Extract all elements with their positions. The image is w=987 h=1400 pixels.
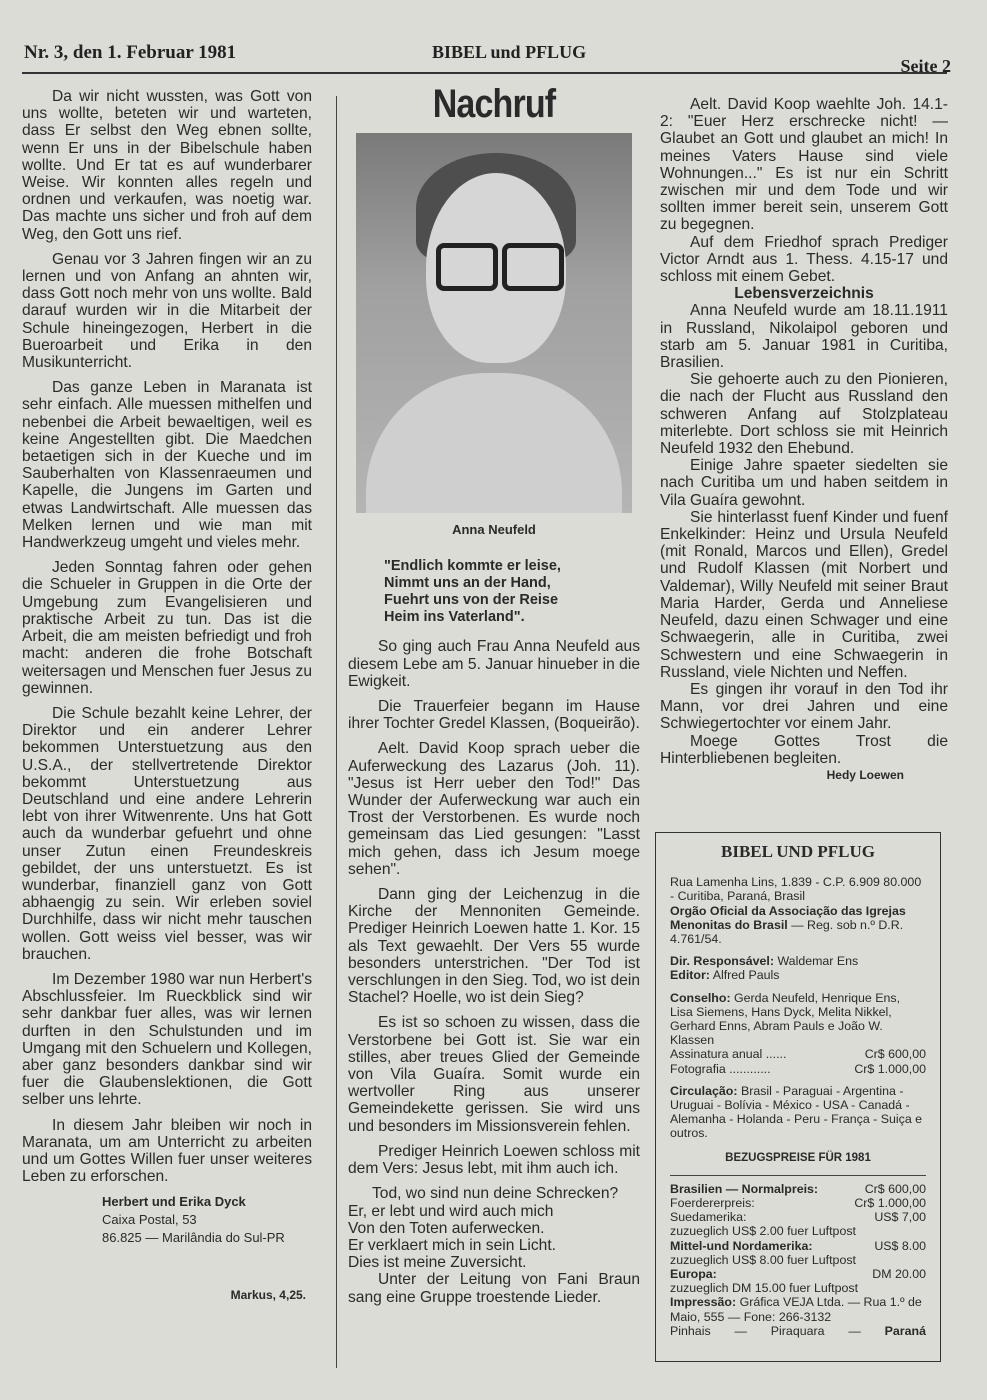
paragraph: In diesem Jahr bleiben wir noch in Maranata, um am Unterricht zu arbeiten und um Gottes Willen fuer unser weiteres Leben zu erforschen. [22,1116,312,1186]
column-3 [660,96,948,784]
signature-block [102,1193,312,1247]
price-row [670,1182,926,1196]
price-label: zuzueglich US$ 8.00 fuer Luftpost [670,1252,856,1267]
price-label: Suedamerika: [670,1210,747,1225]
paragraph: Im Dezember 1980 war nun Herbert's Abschlussfeier. Im Rueckblick sind wir sehr dankbar fuer alles, was wir lernen durften in den Schulstunden und im Umgang mit den Schuelern und Kollegen, aber ganz besonders dankbar sind wir fuer die Glaubenslektionen, die Gott selber uns lehrte. [22,970,312,1109]
paragraph: Sie hinterlasst fuenf Kinder und fuenf Enkelkinder: Heinz und Ursula Neufeld (mit Ronald, Marcos und Ellen), Gredel und Rudolf Klassen (mit Norbert und Valdemar), Willy Neufeld mit seiner Braut Maria Harder, Gerda und Anneliese Neufeld, dazu einen Schwager und eine Schwaegerin, alle in Curitiba, zwei Schwestern und eine Schwaegerin in Russland, viele Nichten und Neffen. [660,508,948,681]
price-value: DM 20.00 [872,1267,926,1282]
price-row [670,1267,926,1281]
page-number: Seite 2 [900,56,951,76]
paragraph: Dann ging der Leichenzug in die Kirche der Mennoniten Gemeinde. Prediger Heinrich Loewen hatte 1. Kor. 15 als Text gewaehlt. Der Vers 55 wurde besonders unterstrichen. "Der Tod ist verschlungen in den Sieg. Tod, wo ist dein Stachel? Hoelle, wo ist dein Sieg? [348,886,640,1007]
paragraph: Die Schule bezahlt keine Lehrer, der Direktor und ein anderer Lehrer bekommen Unterstuetzung aus den U.S.A., der stellvertretende Direktor bekommt Unterstuetzung aus Deutschland und eine andere Lehrerin lebt von ihrer Witwenrente. Uns hat Gott auch da wunderbar gefuehrt und ohne unser Zutun einen Freundeskreis gebildet, der uns unterstuetzt. Es ist wunderbar, finanziell ganz von Gott abhaengig zu sein. Wir erleben soviel Durchhilfe, dass wir nicht mehr tauschen wollen. Gott weiss viel besser, was wir brauchen. [22,704,312,963]
price-row [670,1239,926,1253]
price-value: Cr$ 600,00 [864,1181,926,1196]
author-name: Hedy Loewen [826,767,904,782]
obituary-title: Nachruf [432,82,556,126]
paragraph: Sie gehoerte auch zu den Pionieren, die nach der Flucht aus Russland den schweren Anfang auf Stolzplateau miterlebte. Dort schloss sie mit Heinrich Neufeld 1932 den Ehebund. [660,371,948,458]
paragraph: Moege Gottes Trost die Hinterbliebenen begleiten. [660,732,948,767]
poem [384,558,640,626]
paragraph: Die Trauerfeier begann im Hause ihrer Tochter Gredel Klassen, (Boqueirão). [348,698,640,733]
poem-line: Fuehrt uns von der Reise [384,592,559,609]
paragraph: Einige Jahre spaeter siedelten sie nach Curitiba um und haben seitdem in Vila Guaíra gewohnt. [660,457,948,509]
paragraph: Jeden Sonntag fahren oder gehen die Schueler in Gruppen in die Orte der Umgebung zum Evangelisieren und praktische Arbeit zu tun. Das ist die Arbeit, die am meisten befriedigt und froh macht: anderen die frohe Botschaft weitersagen und Menschen fuer Jesus zu gewinnen. [22,559,312,697]
paragraph: Es ist so schoen zu wissen, dass die Verstorbene bei Gott ist. Sie war ein stilles, aber treues Glied der Gemeinde von Vila Guaíra. Somit wurde ein wertvoller Ring aus unserer Gemeindekette gerissen. Sie wird uns und besonders im Missionsverein fehlen. [348,1014,640,1135]
price-row [670,1210,926,1224]
price-label: zuzueglich US$ 2.00 fuer Luftpost [670,1224,856,1239]
photo-price-row: Fotografia ............ Cr$ 1.000,00 [670,1061,926,1076]
price-label: Brasilien — Normalpreis: [670,1181,819,1196]
paragraph: Das ganze Leben in Maranata ist sehr einfach. Alle muessen mithelfen und nebenbei die Arbeit bewaeltigen, weil es keine Angestellten gibt. Die Maedchen betaetigen sich in der Kueche und im Sauberhalten von Klassenraeumen und Kapelle, die Jungens im Garten und etwas Landwirtschaft. Alle muessen das Melken lernen und wie man mit Handwerkzeug umgeht und vieles mehr. [22,379,312,552]
paragraph: Da wir nicht wussten, was Gott von uns wollte, beteten wir und warteten, dass Er selbst den Weg ebnen sollte, wenn Er uns in der Bibelschule haben wollte. Und Er tat es auf wunderbarer Weise. Wir konnten alles regeln und ordnen und verkaufen, was noetig war. Das machte uns sicher und froh auf dem Weg, den Gott uns rief. [22,88,312,243]
price-label: zuzueglich DM 15.00 fuer Luftpost [670,1281,859,1296]
verse-line: Dies ist meine Zuversicht. [348,1254,527,1272]
masthead-box [655,832,941,1362]
section-heading: Lebensverzeichnis [734,285,874,303]
price-value: US$ 7,00 [874,1210,926,1225]
paragraph: Unter der Leitung von Fani Braun sang eine Gruppe troestende Lieder. [348,1271,640,1306]
paragraph: Genau vor 3 Jahren fingen wir an zu lernen und von Anfang an ahnten wir, dass Gott noch mehr von uns wollte. Bald darauf wurden wir in die Mitarbeit der Schule hineingezogen, Herbert in die Bueroarbeit und Erika in den Musikunterricht. [22,250,312,372]
paragraph: Aelt. David Koop sprach ueber die Auferweckung des Lazarus (Joh. 11). "Jesus ist Herr ueber den Tod!" Das Wunder der Auferweckung war auch ein Trost der Verstorbenen. Es wurde noch gemeinsam das Lied gesungen: "Lasst mich gehen, dass ich Jesum moege sehen". [348,740,640,878]
price-row [670,1196,926,1210]
signature-city: 86.825 — Marilândia do Sul-PR [102,1230,285,1246]
publication-name: BIBEL und PFLUG [432,42,587,62]
masthead-title: BIBEL UND PFLUG [721,842,875,861]
masthead-council: Conselho: Gerda Neufeld, Henrique Ens, Lisa Siemens, Hans Dyck, Melita Nikkel, Gerhard Enns, Abram Pauls e João W. Klassen [670,990,901,1048]
paragraph: So ging auch Frau Anna Neufeld aus diesem Lebe am 5. Januar hinueber in die Ewigkeit. [348,638,640,690]
masthead-address: Rua Lamenha Lins, 1.839 - C.P. 6.909 80.000 - Curitiba, Paraná, Brasil Orgão Oficial da Associação das Igrejas Menonitas do Brasil — Reg. sob n.º D.R. 4.761/54. [670,875,922,947]
masthead-staff: Dir. Responsável: Waldemar Ens Editor: Alfred Pauls [670,954,859,983]
paragraph: Es gingen ihr vorauf in den Tod ihr Mann, vor drei Jahren und eine Schwiegertochter vor einem Jahr. [660,680,948,733]
circulation: Circulação: Brasil - Paraguai - Argentina - Uruguai - Bolívia - México - USA - Canadá - Alemanha - Holanda - Peru - França - Suiça e outros. [670,1083,923,1141]
column-divider [336,96,337,1368]
subscription-row: Assinatura anual ...... Cr$ 600,00 [670,1047,926,1062]
price-row [670,1224,926,1238]
poem-line: Nimmt uns an der Hand, [384,575,551,592]
poem-line: Heim ins Vaterland". [384,609,525,626]
portrait-photo [356,133,632,513]
price-label: Europa: [670,1267,717,1282]
verse-line: Tod, wo sind nun deine Schrecken? [372,1185,619,1203]
paragraph: Aelt. David Koop waehlte Joh. 14.1-2: "Euer Herz erschrecke nicht! — Glaubet an Gott und glaubet an mich! In meines Vaters Hause sind viele Wohnungen..." Es ist nur ein Schritt zwischen mir und dem Tode und wir sollten immer bereit sein, unserem Gott zu begegnen. [660,96,948,234]
paragraph: Prediger Heinrich Loewen schloss mit dem Vers: Jesus lebt, mit ihm auch ich. [348,1142,640,1178]
column-2 [348,82,640,1314]
price-list [670,1175,926,1296]
price-row [670,1281,926,1295]
poem-line: "Endlich kommte er leise, [384,558,561,575]
issue-date: Nr. 3, den 1. Februar 1981 [24,42,237,63]
paragraph: Anna Neufeld wurde am 18.11.1911 in Russland, Nikolaipol geboren und starb am 5. Januar 1981 in Curitiba, Brasilien. [660,302,948,372]
bible-reference: Markus, 4,25. [230,1288,306,1303]
verse-line: Von den Toten auferwecken. [348,1219,545,1237]
printer-info: Impressão: Gráfica VEJA Ltda. — Rua 1.º de Maio, 555 — Fone: 266-3132 [670,1295,922,1324]
price-value: Cr$ 1.000,00 [854,1196,926,1211]
signature-name: Herbert und Erika Dyck [102,1194,246,1210]
paragraph: Auf dem Friedhof sprach Prediger Victor Arndt aus 1. Thess. 4.15-17 und schloss mit einem Gebet. [660,233,948,286]
places-row: Pinhais — Piraquara — Paraná [670,1323,926,1338]
prices-title: BEZUGSPREISE FÜR 1981 [725,1151,871,1164]
photo-caption: Anna Neufeld [452,522,536,538]
price-row [670,1253,926,1267]
column-1 [22,88,312,1305]
page-header [22,42,951,76]
price-label: Mittel-und Nordamerika: [670,1238,813,1253]
verse-line: Er verklaert mich in sein Licht. [348,1236,556,1254]
signature-address: Caixa Postal, 53 [102,1212,197,1228]
header-rule [22,72,947,74]
price-label: Foerdererpreis: [670,1196,755,1211]
price-value: US$ 8.00 [874,1238,926,1253]
verse-line: Er, er lebt und wird auch mich [348,1202,554,1220]
